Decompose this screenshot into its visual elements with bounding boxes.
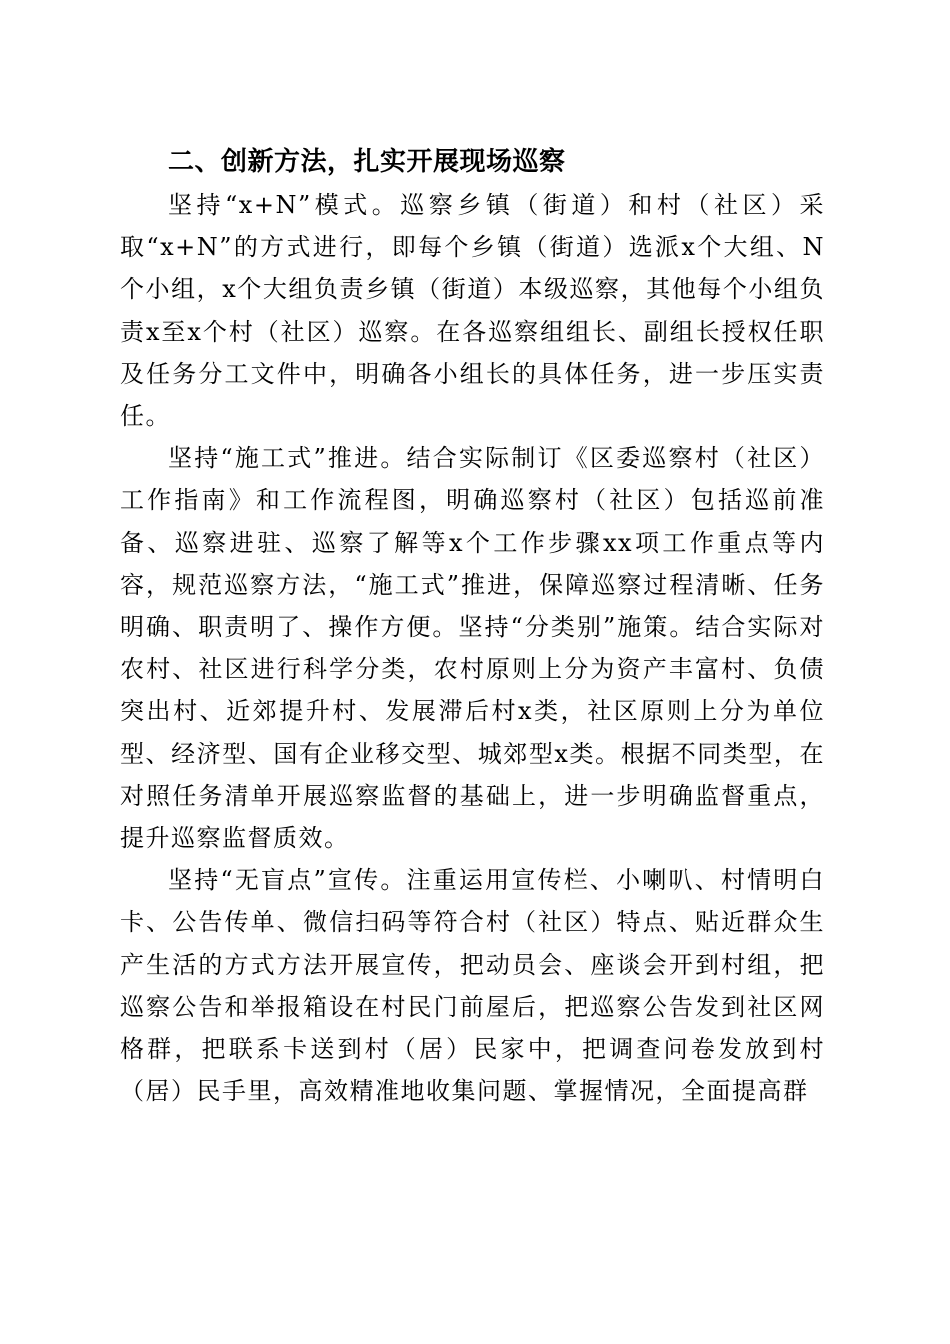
section-heading: 二、创新方法，扎实开展现场巡察 bbox=[168, 147, 566, 177]
document-page bbox=[120, 140, 825, 1112]
paragraph-publicity: 坚持“无盲点”宣传。注重运用宣传栏、小喇叭、村情明白卡、公告传单、微信扫码等符合村（社区）特点、贴近群众生产生活的方式方法开展宣传，把动员会、座谈会开到村组，把巡察公告和举报箱设在村民门前屋后，把巡察公告发到社区网格群，把联系卡送到村（居）民家中，把调查问卷发放到村（居）民手里，高效精准地收集问题、掌握情况，全面提高群 bbox=[120, 866, 825, 1106]
paragraph-xn-mode: 坚持“x+N”模式。巡察乡镇（街道）和村（社区）采取“x+N”的方式进行，即每个乡镇（街道）选派x个大组、N个小组，x个大组负责乡镇（街道）本级巡察，其他每个小组负责x至x个村（社区）巡察。在各巡察组组长、副组长授权任职及任务分工文件中，明确各小组长的具体任务，进一步压实责任。 bbox=[120, 191, 825, 431]
paragraph-construction-style: 坚持“施工式”推进。结合实际制订《区委巡察村（社区）工作指南》和工作流程图，明确巡察村（社区）包括巡前准备、巡察进驻、巡察了解等x个工作步骤xx项工作重点等内容，规范巡察方法，“施工式”推进，保障巡察过程清晰、任务明确、职责明了、操作方便。坚持“分类别”施策。结合实际对农村、社区进行科学分类，农村原则上分为资产丰富村、负债突出村、近郊提升村、发展滞后村x类，社区原则上分为单位型、经济型、国有企业移交型、城郊型x类。根据不同类型，在对照任务清单开展巡察监督的基础上，进一步明确监督重点，提升巡察监督质效。 bbox=[120, 444, 825, 853]
